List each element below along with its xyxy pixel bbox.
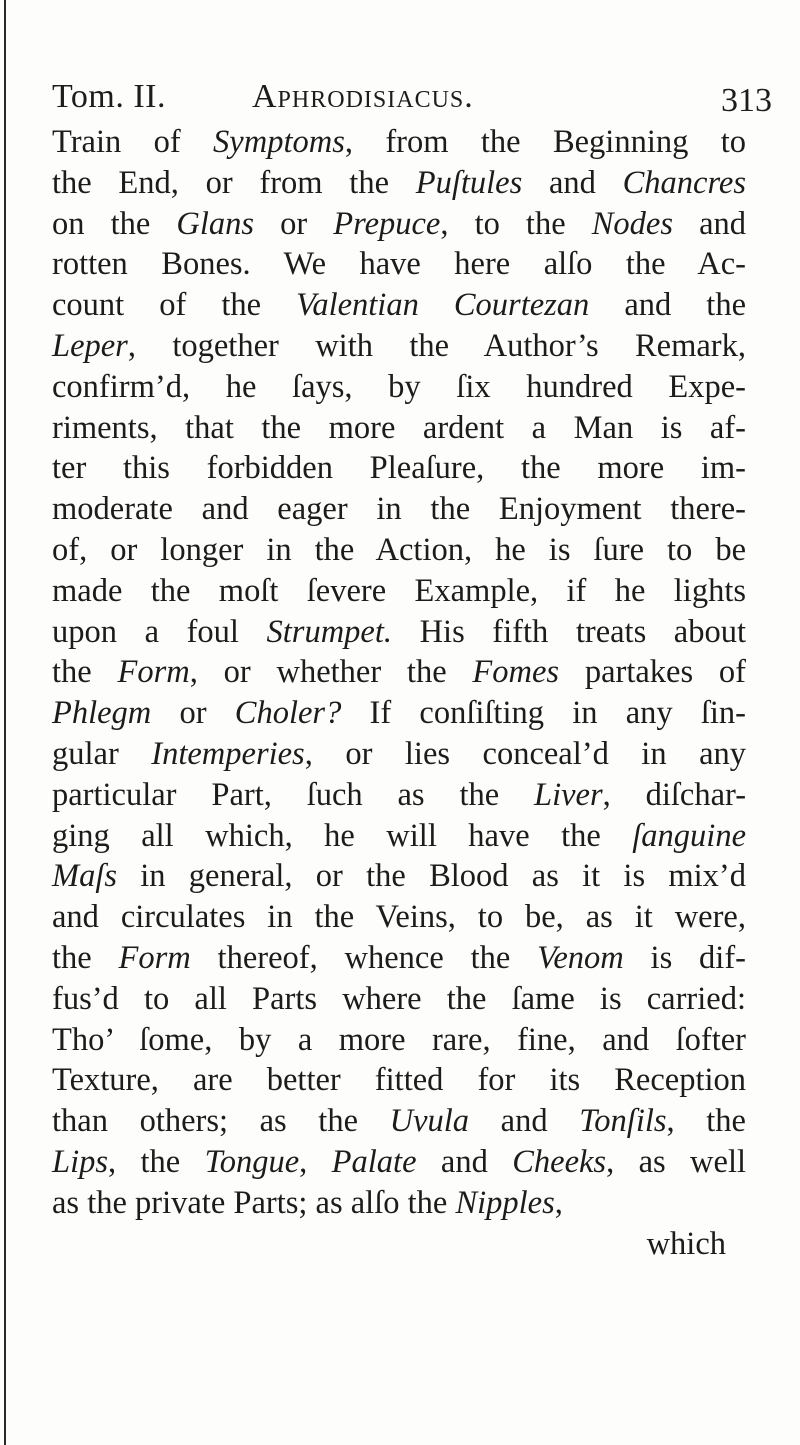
text-line [52, 285, 746, 326]
text-run: and [416, 1143, 513, 1180]
text-line [52, 489, 746, 530]
text-line [52, 775, 746, 816]
text-line [52, 204, 746, 245]
text-run: , the [666, 1103, 746, 1140]
text-run: upon a foul [52, 613, 267, 650]
text-run: , [299, 1143, 332, 1180]
text-run: , or whether the [189, 654, 473, 691]
text-line [52, 163, 746, 204]
text-line [52, 734, 746, 775]
text-run: , from the Beginning to [344, 124, 746, 160]
text-run: and [522, 164, 623, 201]
italic-term: Intemperies [151, 735, 305, 772]
italic-term: Glans [176, 205, 255, 242]
text-run: and [469, 1103, 580, 1140]
running-header [52, 78, 772, 128]
text-line [52, 367, 746, 408]
text-run: particular Part, ſuch as the [52, 776, 535, 813]
text-run: partakes of [559, 654, 746, 691]
text-line [52, 816, 746, 857]
text-run: , the [108, 1143, 205, 1180]
text-run: Texture, are better fitted for its Reception [52, 1062, 746, 1099]
italic-term: Lips [52, 1143, 109, 1180]
italic-term: Leper [52, 327, 128, 364]
text-run: on the [52, 205, 177, 242]
text-run: and [672, 205, 746, 242]
text-run: of, or longer in the Action, he is ſure to be [52, 531, 746, 568]
text-run: , to the [440, 205, 592, 242]
text-run: the End, or from the [52, 164, 416, 201]
text-run: , or lies conceal’d in any [304, 735, 747, 772]
italic-term: Venom [537, 939, 624, 976]
text-run: confirm’d, he ſays, by ſix hundred Expe- [52, 368, 746, 405]
text-line [52, 897, 746, 938]
italic-term: Puſtules [415, 164, 523, 201]
text-run: in general, or the Blood as it is mix’d [117, 858, 746, 895]
text-line [52, 1020, 746, 1061]
text-line [52, 244, 746, 285]
text-line [52, 530, 746, 571]
text-line [52, 693, 746, 734]
italic-term: Palate [331, 1143, 417, 1180]
text-line [52, 326, 746, 367]
italic-term: Liver [534, 776, 603, 813]
text-run: His fifth treats about [392, 613, 746, 650]
text-line [52, 938, 746, 979]
text-line [52, 856, 746, 897]
text-line [52, 122, 746, 163]
text-run: , diſchar- [602, 776, 747, 813]
text-run: and the [589, 287, 746, 324]
italic-term: Maſs [52, 858, 117, 895]
text-run: Train of [52, 124, 214, 160]
text-line [52, 408, 746, 449]
text-run: or [151, 695, 235, 732]
page-edge-rule [4, 0, 6, 1445]
text-run: and circulates in the Veins, to be, as it were, [52, 899, 746, 936]
text-run: moderate and eager in the Enjoyment there- [52, 491, 746, 528]
italic-term: Choler? [234, 695, 342, 732]
text-line [52, 1060, 746, 1101]
italic-term: Tongue [204, 1143, 300, 1180]
volume-label: Tom. II. [52, 78, 166, 115]
italic-term: Symptoms [213, 124, 345, 160]
text-run: made the moſt ſevere Example, if he lights [52, 572, 746, 609]
text-run: gular [52, 735, 152, 772]
italic-term: Strumpet. [266, 613, 392, 650]
italic-term: Tonſils [579, 1103, 667, 1140]
text-line [52, 1101, 746, 1142]
text-run: If conſiſting in any ſin- [341, 695, 746, 732]
text-run: , [554, 1184, 563, 1221]
text-run: rotten Bones. We have here alſo the Ac- [52, 246, 746, 283]
body-text [52, 122, 746, 1264]
running-title: Aphrodisiacus. [252, 78, 474, 115]
catchword: which [646, 1225, 726, 1262]
text-line [52, 448, 746, 489]
text-run: ter this forbidden Pleaſure, the more im- [52, 450, 746, 487]
text-run: , as well [606, 1143, 746, 1180]
text-run: than others; as the [52, 1103, 390, 1140]
text-line [52, 1183, 746, 1224]
italic-term: ſanguine [632, 817, 746, 854]
text-run: riments, that the more ardent a Man is af- [52, 409, 746, 446]
text-line [52, 571, 746, 612]
text-run: , together with the Author’s Remark, [127, 327, 746, 364]
text-line [52, 652, 746, 693]
text-run: thereof, whence the [190, 939, 538, 976]
italic-term: Uvula [389, 1103, 470, 1140]
text-run: Tho’ ſome, by a more rare, fine, and ſofter [52, 1021, 746, 1058]
italic-term: Form [118, 939, 191, 976]
italic-term: Cheeks [512, 1143, 607, 1180]
text-line [52, 612, 746, 653]
text-run: the [52, 939, 119, 976]
italic-term: Nodes [591, 205, 673, 242]
italic-term: Phlegm [52, 695, 152, 732]
italic-term: Valentian Courtezan [296, 287, 590, 324]
text-run: as the private Parts; as alſo the [52, 1184, 456, 1221]
text-run: is dif- [623, 939, 746, 976]
text-run: ging all which, he will have the [52, 817, 633, 854]
italic-term: Form [117, 654, 190, 691]
text-line [52, 1142, 746, 1183]
text-run: the [52, 654, 118, 691]
text-run: count of the [52, 287, 297, 324]
text-line [52, 979, 746, 1020]
italic-term: Chancres [622, 164, 746, 201]
text-run: or [254, 205, 334, 242]
italic-term: Fomes [472, 654, 560, 691]
text-run: fus’d to all Parts where the ſame is carried: [52, 980, 746, 1017]
italic-term: Prepuce [333, 205, 441, 242]
page-number: 313 [721, 82, 772, 119]
italic-term: Nipples [455, 1184, 555, 1221]
